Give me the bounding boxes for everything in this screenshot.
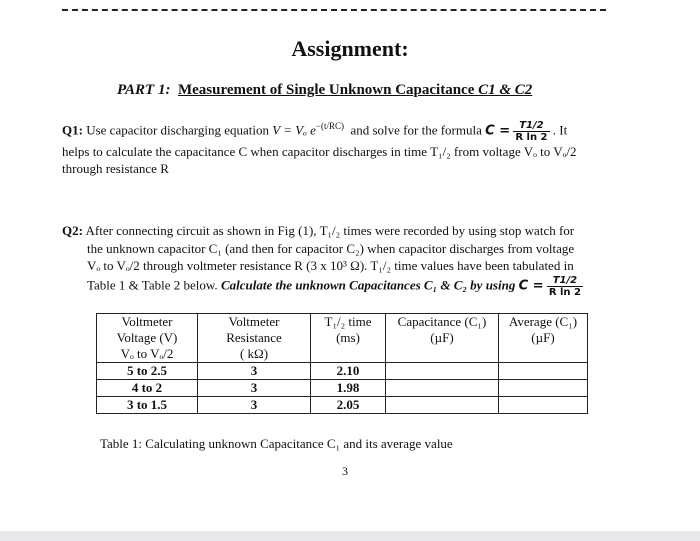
q2-formula-fraction: $\frac{T1/2}{\text{R ln 2}}$ (548, 274, 581, 298)
top-dashed-separator (62, 9, 606, 11)
part-title: Measurement of Single Unknown Capacitance C1 & C2 (177, 82, 533, 98)
q2-line-4: Table 1 & Table 2 below. Calculate the unknown Capacitances C₁ & C₂ by using C = $\frac{T1/2}{\text{R ln 2}}$ (87, 274, 581, 298)
table-caption: Table 1: Calculating unknown Capacitance C₁ and its average value (100, 436, 453, 451)
q2-line-2: the unknown capacitor C₁ (and then for capacitor C₂) when capacitor discharges from voltage (87, 240, 575, 256)
header-voltmeter-voltage: Voltmeter Voltage (V) Vₒ to Vₒ/2 (97, 314, 198, 363)
header-half-time: T₁/₂ time (ms) (311, 314, 386, 363)
table-row: 4 to 2 3 1.98 (97, 380, 588, 397)
table-header-row (97, 314, 588, 363)
q1-label: Q1: (62, 122, 83, 138)
q1-line-2: helps to calculate the capacitance C when capacitor discharges in time T₁/₂ from voltage Vₒ to Vₒ/2 (62, 143, 577, 159)
q2-line-1: Q2: After connecting circuit as shown in Fig (1), T₁/₂ times were recorded by using stop watch for (62, 223, 575, 238)
q1-line-1: Q1: Use capacitor discharging equation V = Vₒ $e^{-(t/RC)}$ and solve for the formula C = $\frac{T1/2}{\text{R ln 2}}$ . It (62, 119, 568, 143)
part-heading (117, 82, 532, 99)
page-title: Assignment: (291, 36, 409, 61)
header-voltmeter-resistance: Voltmeter Resistance ( kΩ) (198, 314, 311, 363)
question-2 (62, 222, 642, 298)
page-bottom-edge (0, 531, 700, 541)
page-number: 3 (342, 464, 348, 478)
part-label: PART 1: (117, 82, 171, 98)
header-capacitance: Capacitance (C₁) (µF) (386, 314, 499, 363)
table-row: 5 to 2.5 3 2.10 (97, 363, 588, 380)
capacitance-table (96, 313, 588, 414)
q1-formula-fraction: $\frac{T1/2}{\text{R ln 2}}$ (515, 119, 548, 143)
header-average: Average (C₁) (µF) (499, 314, 588, 363)
q2-label: Q2: (62, 223, 83, 238)
q1-exponent: −(t/RC) (315, 121, 344, 131)
q2-line-3: Vₒ to Vₒ/2 through voltmeter resistance R (3 x 10³ Ω). T₁/₂ time values have been tabulated in (87, 258, 574, 273)
q1-equation: V = Vₒ e (272, 122, 316, 138)
q1-line-3: through resistance R (62, 160, 169, 176)
question-1 (62, 118, 642, 177)
table-row: 3 to 1.5 3 2.05 (97, 397, 588, 414)
